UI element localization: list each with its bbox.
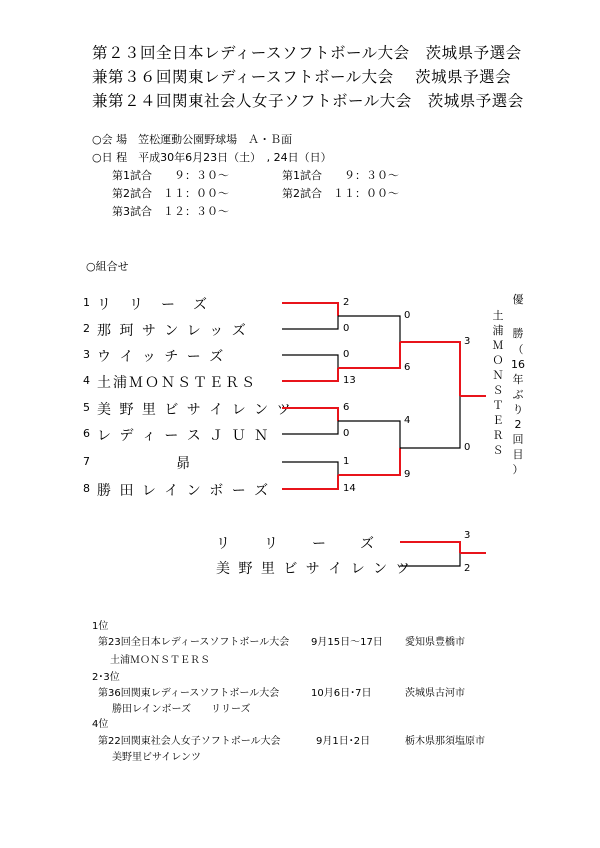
champion-char: 浦 [492,324,504,337]
day1-game1: 第1試合 ９：３０～ [112,169,229,182]
champion-char: 土 [492,309,504,322]
team-number: 2 [83,322,90,335]
score: 13 [343,375,356,386]
champion-note-vertical [510,342,526,477]
result-team: 勝田レインボーズ リリーズ [112,704,251,715]
score: 2 [343,297,350,308]
title-line-3: 兼第２４回関東社会人女子ソフトボール大会 茨城県予選会 [92,92,524,110]
note-char: 16 [511,358,525,371]
result-team: 土浦ＭＯＮＳＴＥＲＳ [110,655,210,666]
champion-char: Ｓ [492,444,504,457]
champion-char: Ｎ [492,369,504,382]
note-char: 2 [514,418,522,431]
score: 2 [464,563,471,574]
score: 6 [343,402,350,413]
third-place-team-a: リ リ ー ズ [216,536,376,552]
score: 0 [464,442,471,453]
bracket-line-loser [282,355,338,368]
day1-game2: 第2試合 １１：００～ [112,187,229,200]
day2-game1: 第1試合 ９：３０～ [282,169,399,182]
result-event: 第23回全日本レディースソフトボール大会 [98,637,290,648]
result-event: 第36回関東レディースソフトボール大会 [98,688,280,699]
team-name: 勝 田 レ イ ン ボ ー ズ [97,483,271,499]
team-name: 那 珂 サ ン レ ッ ズ [97,323,248,339]
result-team: 美野里ビサイレンツ [112,752,202,763]
title-line-1: 第２３回全日本レディースソフトボール大会 茨城県予選会 [92,44,522,62]
champion-label-top: 優 [512,293,524,306]
team-number: 1 [83,296,90,309]
bracket-line-loser [282,462,338,475]
day2-game2: 第2試合 １１：００～ [282,187,399,200]
team-number: 8 [83,482,90,495]
team-number: 5 [83,401,90,414]
bracket-heading: ○組合せ [86,260,129,273]
champion-char: Ｒ [492,429,504,442]
note-char: （ [512,343,524,356]
bracket-line-winner [282,303,338,316]
score: 14 [343,483,356,494]
title-line-2: 兼第３６回関東レディースフトボール大会 茨城県予選会 [92,68,512,86]
score: 3 [464,530,471,541]
score: 1 [343,456,350,467]
score: 0 [343,349,350,360]
champion-label-mid: 勝 [512,327,524,340]
bracket-line-winner [282,408,338,421]
champion-team-vertical [490,308,506,458]
score: 6 [404,362,411,373]
team-number: 7 [83,455,90,468]
result-heading-4th: 4位 [92,719,109,730]
score: 9 [404,469,411,480]
team-name: 昴 [176,456,192,472]
result-heading-2nd-3rd: 2･3位 [92,672,120,683]
result-date: 9月15日～17日 [311,637,383,648]
score: 0 [343,428,350,439]
result-heading-1st: 1位 [92,621,109,632]
bracket-line-winner [282,368,338,381]
team-name: ウ イ ッ チ ー ズ [97,349,226,365]
team-number: 3 [83,348,90,361]
champion-char: Ｍ [492,339,504,352]
bracket-line-loser [282,421,338,434]
note-char: 年 [512,373,524,386]
result-place: 愛知県豊橋市 [405,637,465,648]
team-name: 土浦ＭＯＮＳＴＥＲＳ [97,375,257,391]
result-place: 栃木県那須塩原市 [405,736,485,747]
champion-char: Ｏ [492,354,504,367]
team-number: 4 [83,374,90,387]
schedule-text: ○日 程 平成30年6月23日（土） , 24日（日） [92,151,332,164]
result-date: 9月1日･2日 [316,736,371,747]
champion-char: Ｓ [492,384,504,397]
note-char: ） [512,463,524,476]
note-char: 目 [512,448,524,461]
team-name: 美 野 里 ビ サ イ レ ン ツ [97,402,293,418]
result-place: 茨城県古河市 [405,688,465,699]
score: 4 [404,415,411,426]
team-name: リ リ ー ズ [97,297,209,313]
champion-char: Ｅ [492,414,504,427]
result-date: 10月6日･7日 [311,688,372,699]
note-char: 回 [512,433,524,446]
note-char: り [512,403,524,416]
score: 0 [404,310,411,321]
bracket-line-loser [282,316,338,329]
venue-text: ○会 場 笠松運動公園野球場 Ａ・Ｂ面 [92,133,293,146]
score: 3 [464,336,471,347]
bracket-line-winner [400,542,460,553]
bracket-line-winner [282,475,338,489]
note-char: ぶ [512,388,524,401]
team-name: レ デ ィ ー ス Ｊ Ｕ Ｎ [97,428,271,444]
day1-game3: 第3試合 １２：３０～ [112,205,229,218]
result-event: 第22回関東社会人女子ソフトボール大会 [98,736,281,747]
champion-char: Ｔ [492,399,504,412]
team-number: 6 [83,427,90,440]
third-place-team-b: 美 野 里 ビ サ イ レ ン ツ [216,561,412,577]
score: 0 [343,323,350,334]
